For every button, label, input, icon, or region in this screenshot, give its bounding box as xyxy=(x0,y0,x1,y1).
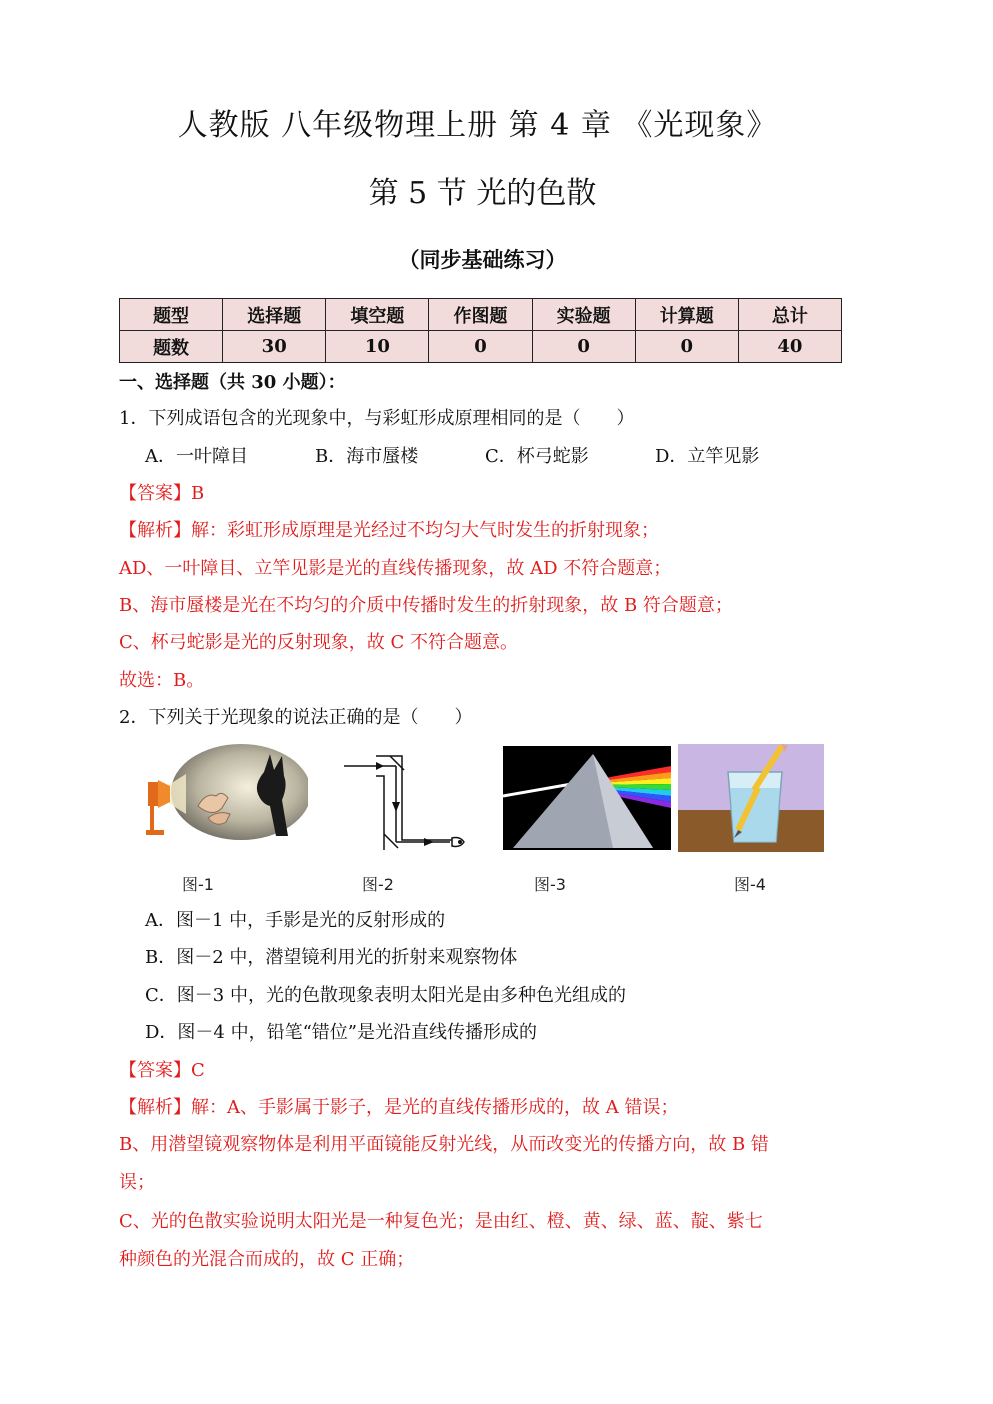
question-2-stem: 2．下列关于光现象的说法正确的是（ ） xyxy=(119,707,473,728)
q2-analysis-line: B、用潜望镜观察物体是利用平面镜能反射光线，从而改变光的传播方向，故 B 错 xyxy=(119,1134,769,1155)
question-summary-table xyxy=(119,298,842,363)
q1-option-d: D．立竿见影 xyxy=(655,446,760,467)
practice-subtitle: （同步基础练习） xyxy=(398,247,567,272)
q1-answer: 【答案】B xyxy=(119,483,205,504)
table-cell: 题数 xyxy=(120,331,223,363)
q1-analysis-line: AD、一叶障目、立竿见影是光的直线传播现象，故 AD 不符合题意； xyxy=(119,558,672,579)
q1-analysis-line: 【解析】解：彩虹形成原理是光经过不均匀大气时发生的折射现象； xyxy=(119,520,659,541)
q2-analysis-line: 种颜色的光混合而成的，故 C 正确； xyxy=(119,1249,415,1270)
q2-analysis-line: C、光的色散实验说明太阳光是一种复色光；是由红、橙、黄、绿、蓝、靛、紫七 xyxy=(119,1211,763,1232)
table-cell: 选择题 xyxy=(223,299,326,331)
table-row xyxy=(120,299,842,331)
q2-option-c: C．图－3 中，光的色散现象表明太阳光是由多种色光组成的 xyxy=(145,985,626,1006)
table-cell: 0 xyxy=(532,331,635,363)
table-cell: 作图题 xyxy=(429,299,532,331)
q2-analysis-line: 【解析】解：A、手影属于影子，是光的直线传播形成的，故 A 错误； xyxy=(119,1097,679,1118)
q1-analysis-line: C、杯弓蛇影是光的反射现象，故 C 不符合题意。 xyxy=(119,632,518,653)
table-row xyxy=(120,331,842,363)
pencil-in-water-figure xyxy=(678,744,824,852)
table-cell: 填空题 xyxy=(326,299,429,331)
table-cell: 总计 xyxy=(738,299,841,331)
q2-option-d: D．图－4 中，铅笔“错位”是光沿直线传播形成的 xyxy=(145,1022,538,1043)
hand-shadow-figure xyxy=(146,744,308,844)
table-cell: 0 xyxy=(635,331,738,363)
prism-dispersion-figure xyxy=(503,746,671,850)
question-1-stem: 1．下列成语包含的光现象中，与彩虹形成原理相同的是（ ） xyxy=(119,408,635,429)
figure-caption: 图-1 xyxy=(182,875,214,894)
figure-caption: 图-4 xyxy=(734,875,766,894)
q1-option-b: B．海市蜃楼 xyxy=(315,446,419,467)
q1-analysis-line: 故选：B。 xyxy=(119,670,205,691)
periscope-figure xyxy=(340,752,472,852)
section-title: 第 5 节 光的色散 xyxy=(368,176,597,211)
q2-analysis-line: 误； xyxy=(119,1172,155,1193)
table-cell: 0 xyxy=(429,331,532,363)
table-cell: 计算题 xyxy=(635,299,738,331)
figure-caption: 图-3 xyxy=(534,875,566,894)
table-cell: 实验题 xyxy=(532,299,635,331)
table-cell: 30 xyxy=(223,331,326,363)
figure-caption: 图-2 xyxy=(362,875,394,894)
q2-answer: 【答案】C xyxy=(119,1060,205,1081)
q2-option-b: B．图－2 中，潜望镜利用光的折射来观察物体 xyxy=(145,947,518,968)
table-cell: 题型 xyxy=(120,299,223,331)
q1-option-a: A．一叶障目 xyxy=(145,446,248,467)
q1-option-c: C．杯弓蛇影 xyxy=(485,446,589,467)
q2-option-a: A．图－1 中，手影是光的反射形成的 xyxy=(145,910,446,931)
q1-analysis-line: B、海市蜃楼是光在不均匀的介质中传播时发生的折射现象，故 B 符合题意； xyxy=(119,595,733,616)
table-cell: 10 xyxy=(326,331,429,363)
part-heading: 一、选择题（共 30 小题）： xyxy=(119,372,346,393)
table-cell: 40 xyxy=(738,331,841,363)
document-title: 人教版 八年级物理上册 第 4 章 《光现象》 xyxy=(177,108,778,143)
